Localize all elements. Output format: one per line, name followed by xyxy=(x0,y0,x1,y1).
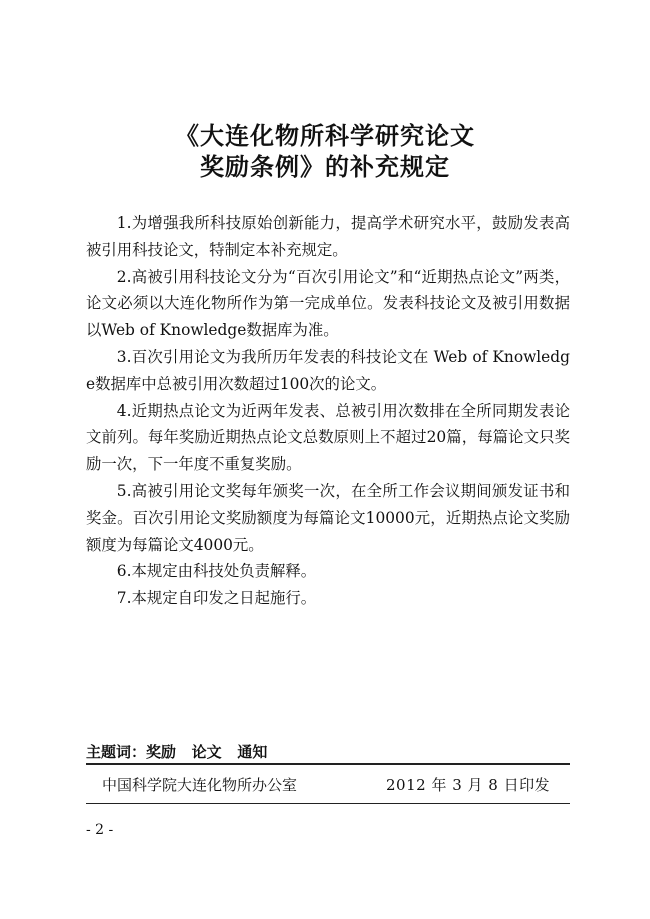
paragraph-7: 7.本规定自印发之日起施行。 xyxy=(116,589,317,608)
document-title-line-1: 《大连化物所科学研究论文 xyxy=(175,122,475,150)
document-body xyxy=(86,210,570,612)
paragraph-5: 5.高被引用论文奖每年颁奖一次，在全所工作会议期间颁发证书和奖金。百次引用论文奖励额度为每篇论文10000元，近期热点论文奖励额度为每篇论文4000元。 xyxy=(86,481,570,554)
paragraph-4: 4.近期热点论文为近两年发表、总被引用次数排在全所同期发表论文前列。每年奖励近期热点论文总数原则上不超过20篇，每篇论文只奖励一次，下一年度不重复奖励。 xyxy=(86,401,570,474)
paragraph-6: 6.本规定由科技处负责解释。 xyxy=(116,562,317,581)
issue-date: 2012 年 3 月 8 日印发 xyxy=(386,776,551,794)
page-number: - 2 - xyxy=(86,822,114,838)
issuing-office: 中国科学院大连化物所办公室 xyxy=(102,776,298,794)
divider-bottom xyxy=(86,803,570,804)
paragraph-1: 1.为增强我所科技原始创新能力，提高学术研究水平，鼓励发表高被引用科技论文，特制定本补充规定。 xyxy=(86,214,570,259)
subject-keywords: 主题词：奖励 论文 通知 xyxy=(86,743,268,761)
paragraph-3: 3.百次引用论文为我所历年发表的科技论文在 Web of Knowledge数据库中总被引用次数超过100次的论文。 xyxy=(86,347,570,393)
paragraph-2: 2.高被引用科技论文分为“百次引用论文”和“近期热点论文”两类，论文必须以大连化物所作为第一完成单位。发表科技论文及被引用数据以Web of Knowledge数据库为准。 xyxy=(86,267,570,340)
document-title-line-2: 奖励条例》的补充规定 xyxy=(200,153,450,181)
divider-top xyxy=(86,763,570,765)
